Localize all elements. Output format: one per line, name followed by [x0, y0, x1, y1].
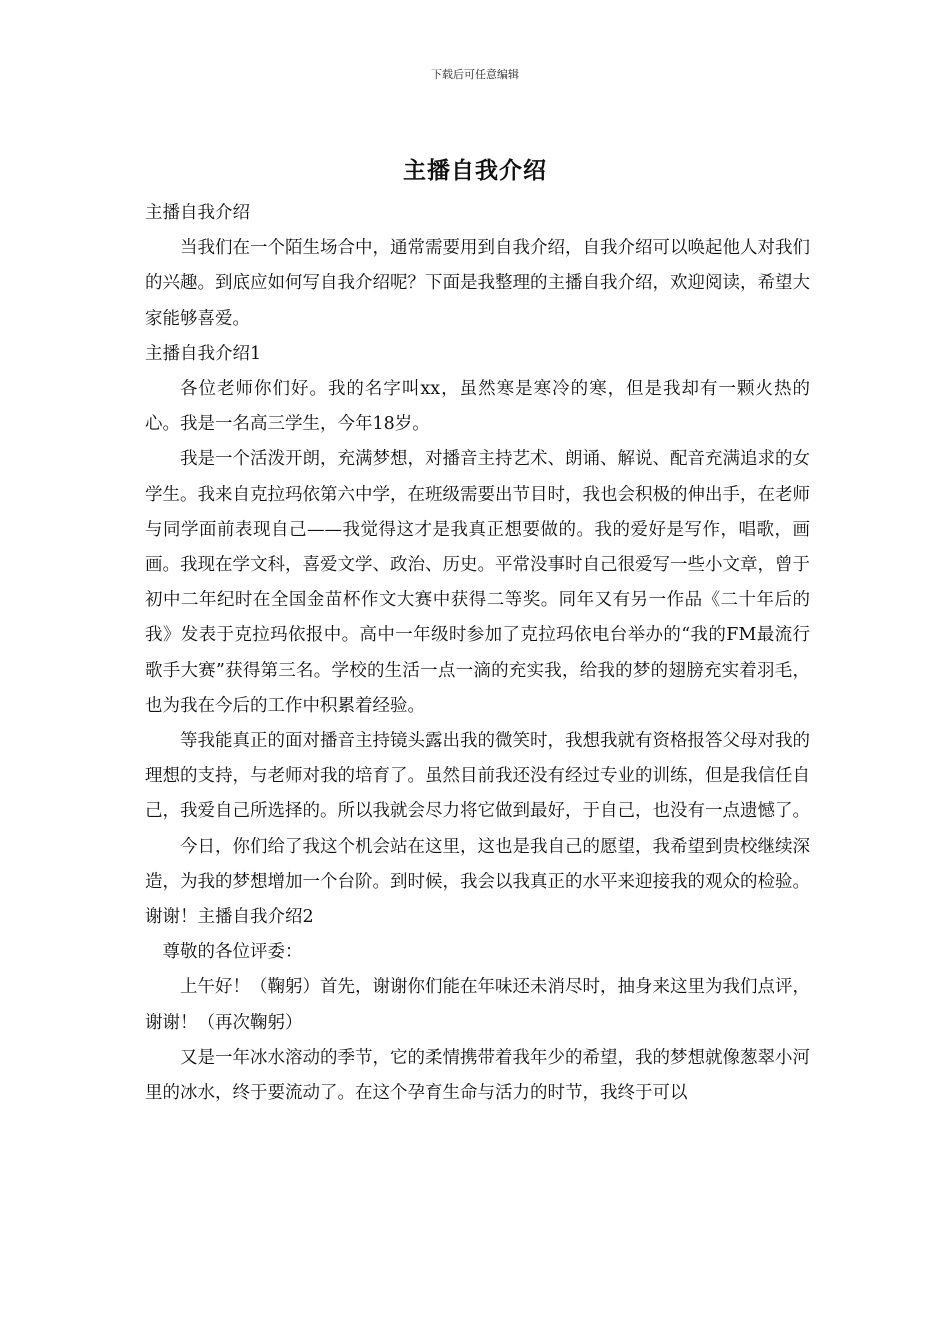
- page-header-note: 下载后可任意编辑: [431, 68, 519, 81]
- paragraph: 各位老师你们好。我的名字叫xx，虽然寒是寒冷的寒，但是我却有一颗火热的心。我是一名高三学生，今年18岁。: [145, 379, 810, 435]
- paragraph: 我是一个活泼开朗，充满梦想，对播音主持艺术、朗诵、解说、配音充满追求的女学生。我来自克拉玛依第六中学，在班级需要出节目时，我也会积极的伸出手，在老师与同学面前表现自己——我觉得这才是我真正想要做的。我的爱好是写作，唱歌，画画。我现在学文科，喜爱文学、政治、历史。平常没事时自己很爱写一些小文章，曾于初中二年纪时在全国金苗杯作文大赛中获得二等奖。同年又有另一作品《二十年后的我》发表于克拉玛依报中。高中一年级时参加了克拉玛依电台举办的“我的FM最流行歌手大赛”获得第三名。学校的生活一点一滴的充实我，给我的梦的翅膀充实着羽毛，也为我在今后的工作中积累着经验。: [145, 449, 810, 716]
- section-heading-1: 主播自我介绍1: [145, 343, 262, 364]
- document-body: [145, 196, 810, 1111]
- paragraph-salutation: 尊敬的各位评委：: [162, 942, 303, 963]
- paragraph: 上午好！（鞠躬）首先，谢谢你们能在年味还未消尽时，抽身来这里为我们点评，谢谢！（再次鞠躬）: [145, 977, 810, 1033]
- page-title: 主播自我介绍: [403, 157, 547, 184]
- paragraph: 又是一年冰水溶动的季节，它的柔情携带着我年少的希望，我的梦想就像葱翠小河里的冰水，终于要流动了。在这个孕育生命与活力的时节，我终于可以: [145, 1047, 810, 1104]
- paragraph: 今日，你们给了我这个机会站在这里，这也是我自己的愿望，我希望到贵校继续深造，为我的梦想增加一个台阶。到时候，我会以我真正的水平来迎接我的观众的检验。谢谢！主播自我介绍2: [145, 836, 810, 928]
- paragraph-subtitle: 主播自我介绍: [145, 203, 250, 223]
- paragraph-intro: 当我们在一个陌生场合中，通常需要用到自我介绍，自我介绍可以唤起他人对我们的兴趣。到底应如何写自我介绍呢？下面是我整理的主播自我介绍，欢迎阅读，希望大家能够喜爱。: [145, 238, 810, 329]
- paragraph: 等我能真正的面对播音主持镜头露出我的微笑时，我想我就有资格报答父母对我的理想的支持，与老师对我的培育了。虽然目前我还没有经过专业的训练，但是我信任自己，我爱自己所选择的。所以我就会尽力将它做到最好，于自己，也没有一点遗憾了。: [145, 731, 810, 822]
